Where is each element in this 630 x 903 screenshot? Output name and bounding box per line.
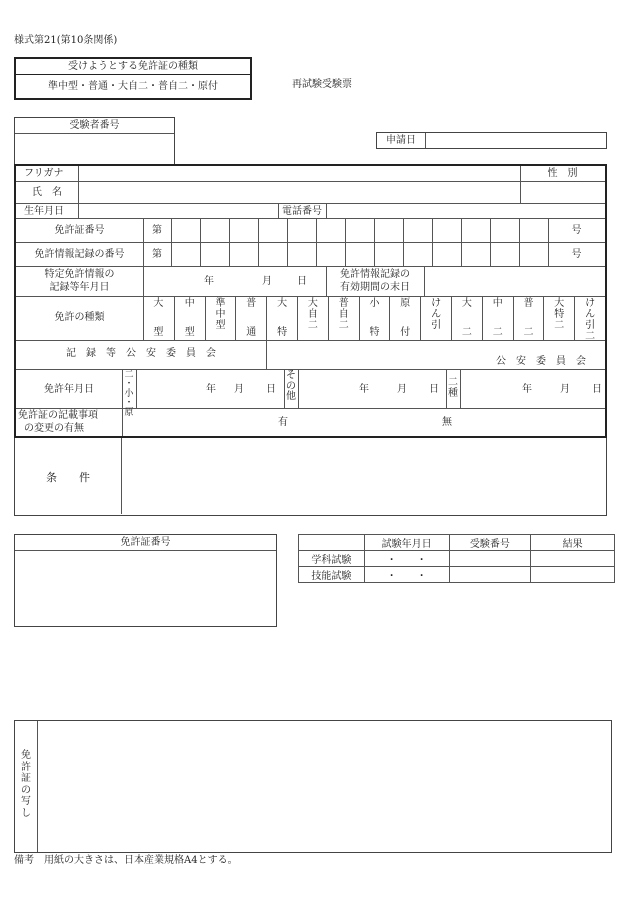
license-kind-cell: 大 二 (451, 296, 482, 340)
date3-year: 年 (522, 384, 532, 395)
furigana-label: フリガナ (24, 168, 64, 179)
results-header-date: 試験年月日 (364, 535, 449, 551)
license-kind-cell: 原 付 (389, 296, 420, 340)
license-kind-cell: 普 自 二 (328, 296, 359, 340)
commission-label: 記 録 等 公 安 委 員 会 (66, 348, 216, 359)
license-copy-label: 免 許 証 の 写 し (21, 750, 31, 819)
license-kind-cell: 大 型 (153, 298, 164, 338)
gender-label: 性 別 (547, 168, 578, 179)
phone-label: 電話番号 (282, 206, 322, 217)
specific-date-label-2: 記録等年月日 (49, 282, 110, 293)
date3-month: 月 (560, 384, 570, 395)
results-row-number (449, 567, 531, 583)
main-form (14, 164, 607, 438)
results-row-date: ・ ・ (364, 567, 449, 583)
change-yes: 有 (278, 417, 288, 428)
conditions-box (14, 438, 607, 516)
date1-month: 月 (234, 384, 244, 395)
results-row-label: 技能試験 (299, 567, 365, 583)
results-row-number (449, 551, 531, 567)
license-kind-cell: 中 二 (482, 296, 513, 340)
license-kind-cell: 普 通 (235, 296, 266, 340)
license-no-go: 号 (571, 225, 582, 236)
results-header-number: 受験番号 (449, 535, 531, 551)
application-date-label: 申請日 (386, 135, 416, 146)
record-no-go: 号 (571, 249, 582, 260)
date1-year: 年 (206, 384, 216, 395)
license-type-options: 準中型・普通・大自二・普自二・原付 (48, 81, 218, 92)
change-label-2: の変更の有無 (24, 423, 84, 434)
results-row-result (531, 567, 615, 583)
results-row-result (531, 551, 615, 567)
examinee-number-label: 受験者番号 (69, 120, 120, 131)
issue-date-label: 免許年月日 (44, 384, 94, 395)
license-no-label: 免許証番号 (54, 225, 105, 236)
license-kind-cell: 中 型 (174, 296, 205, 340)
ticket-title: 再試験受験票 (292, 79, 352, 90)
form-number: 様式第21(第10条関係) (14, 35, 118, 46)
license-kind-cell: 大 特 二 (543, 296, 574, 340)
license-kind-cell: 大 特 (266, 296, 297, 340)
record-no-dai: 第 (152, 249, 162, 260)
conditions-label: 条 件 (46, 471, 90, 484)
record-no-label: 免許情報記録の番号 (34, 249, 125, 260)
commission-suffix: 公 安 委 員 会 (496, 356, 586, 367)
date2-year: 年 (359, 384, 369, 395)
nishogen-label: 二 ・ 小 ・ 原 (124, 370, 134, 418)
results-table (298, 534, 615, 583)
license-type-box (14, 57, 252, 100)
sonota-label: そ の 他 (286, 370, 296, 402)
name-label: 氏 名 (32, 187, 62, 198)
footer-note: 備考 用紙の大きさは、日本産業規格A4とする。 (14, 855, 238, 866)
license-kind-cell: 普 二 (513, 296, 544, 340)
license-kind-cell: 小 特 (359, 296, 390, 340)
date2-month: 月 (397, 384, 407, 395)
examinee-number-box (14, 117, 175, 165)
license-no-dai: 第 (152, 225, 162, 236)
license-kind-cell: け ん 引 (420, 296, 451, 340)
license-kind-cell: け ん 引 二 (574, 296, 605, 340)
specific-date-label-1: 特定免許情報の (44, 269, 115, 280)
results-row-label: 学科試験 (299, 551, 365, 567)
license-copy-box (14, 720, 612, 853)
license-number-box (14, 534, 277, 627)
results-header-result: 結果 (531, 535, 615, 551)
date2-day: 日 (429, 384, 439, 395)
expiry-label-1: 免許情報記録の (340, 269, 410, 280)
expiry-label-2: 有効期間の末日 (340, 282, 410, 293)
license-kind-cell: 大 自 二 (297, 296, 328, 340)
results-header-blank (299, 535, 365, 551)
results-row-date: ・ ・ (364, 551, 449, 567)
application-date-box (376, 132, 607, 149)
date3-day: 日 (592, 384, 602, 395)
change-no: 無 (442, 417, 452, 428)
date1-day: 日 (266, 384, 276, 395)
license-number-title: 免許証番号 (120, 537, 171, 548)
license-kinds-grid (143, 296, 605, 340)
license-kind-cell: 準 中 型 (205, 296, 236, 340)
birthdate-label: 生年月日 (24, 206, 64, 217)
nishu-label: 二 種 (448, 377, 458, 399)
change-label-1: 免許証の記載事項 (18, 410, 98, 421)
license-kind-label: 免許の種類 (54, 312, 105, 323)
specific-day: 日 (297, 276, 307, 287)
specific-month: 月 (262, 276, 272, 287)
license-type-title: 受けようとする免許証の種類 (68, 61, 198, 72)
specific-year: 年 (204, 276, 214, 287)
